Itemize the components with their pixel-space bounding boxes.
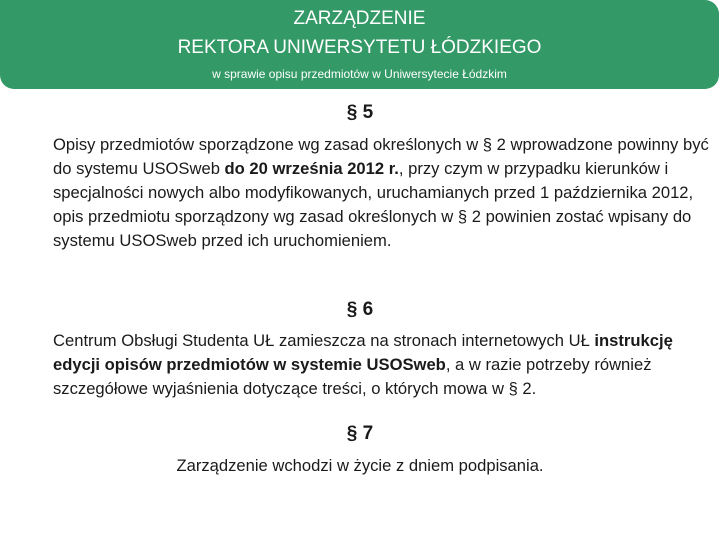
deadline-bold: do 20 września 2012 r. — [224, 159, 399, 178]
text: Centrum Obsługi Studenta UŁ zamieszcza na stronach internetowych UŁ — [53, 331, 595, 350]
section-5-heading: § 5 — [346, 102, 374, 123]
title-line-2: REKTORA UNIWERSYTETU ŁÓDZKIEGO — [177, 37, 542, 58]
text: Opisy przedmiotów sporządzone wg zasad określonych w § 2 wprowadzone powinny być do systemu USOSweb — [53, 135, 709, 178]
subtitle: w sprawie opisu przedmiotów w Uniwersytecie Łódzkim — [212, 67, 507, 81]
section-7-text: Zarządzenie wchodzi w życie z dniem podpisania. — [176, 456, 544, 475]
section-5-text — [53, 133, 719, 253]
title-banner — [0, 0, 719, 89]
section-7-heading: § 7 — [346, 423, 374, 444]
title-line-1: ZARZĄDZENIE — [293, 8, 426, 29]
section-6-text — [53, 329, 719, 401]
text: , przy czym w przypadku kierunków i specjalności nowych albo modyfikowanych, uruchamianych przed 1 października 2012, opis przedmiotu sporządzony wg zasad określonych w § 2 powinien zostać wpisany do systemu USOSweb przed ich uruchomieniem. — [53, 159, 694, 250]
text: , a w razie potrzeby również szczegółowe wyjaśnienia dotyczące treści, o których mowa w § 2. — [53, 355, 652, 398]
section-6-heading: § 6 — [346, 299, 374, 320]
instruction-bold: instrukcję edycji opisów przedmiotów w systemie USOSweb — [53, 331, 673, 374]
